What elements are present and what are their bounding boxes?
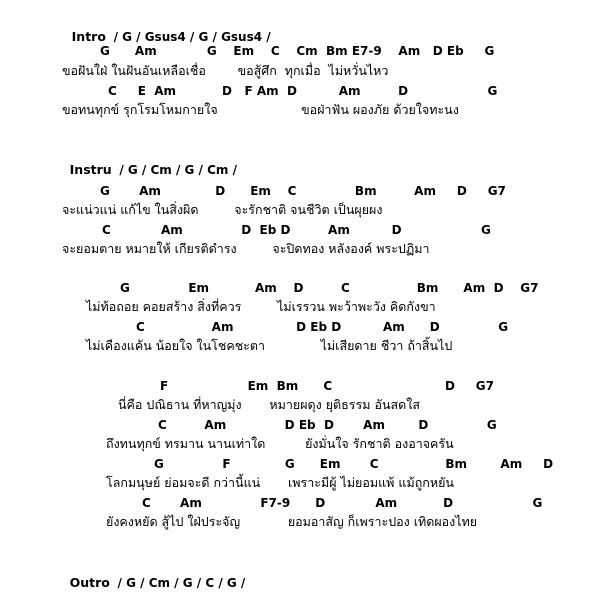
- verse2-line4-chords: C Am D Eb D Am D G: [136, 320, 509, 334]
- instru-progression: / G / Cm / G / Cm /: [119, 163, 237, 177]
- verse2-line3-lyrics: ไม่ท้อถอย คอยสร้าง สิ่งที่ควร ไม่เรรวน พะว้าพะวัง คิดกังขา: [86, 299, 436, 314]
- verse3-line3-lyrics: โลกมนุษย์ ย่อมจะดี กว่านี้แน่ เพราะมีผู้ ไม่ยอมแพ้ แม้ถูกหยัน: [106, 475, 454, 490]
- instru-line: [62, 143, 237, 179]
- verse3-line4-lyrics: ยังคงหยัด สู้ไป ใฝ่ประจัญ ยอมอาสัญ ก็เพราะปอง เทิดผองไทย: [106, 514, 478, 529]
- verse1-line1-chords: G Am G Em C Cm Bm E7-9 Am D Eb G: [100, 44, 495, 58]
- verse3-line2-lyrics: ถึงทนทุกข์ ทรมาน นานเท่าใด ยังมั่นใจ รักชาติ องอาจครัน: [106, 436, 454, 451]
- verse2-line1-lyrics: จะแน่วแน่ แก้ไข ในสิ่งผิด จะรักชาติ จนชีวิต เป็นผุยผง: [62, 202, 383, 217]
- verse1-line2-lyrics: ขอทนทุกข์ รุกโรมโหมกายใจ ขอฝ่าฟัน ผองภัย ด้วยใจทะนง: [62, 102, 459, 117]
- verse2-line1-chords: G Am D Em C Bm Am D G7: [100, 184, 506, 198]
- verse2-line4-lyrics: ไม่เคืองแค้น น้อยใจ ในโชคชะตา ไม่เสียดาย ชีวา ถ้าสิ้นไป: [86, 338, 453, 353]
- verse1-line1-lyrics: ขอฝันใฝ่ ในฝันอันเหลือเชื่อ ขอสู้ศึก ทุกเมื่อ ไม่หวั่นไหว: [62, 63, 389, 78]
- outro-line: [62, 556, 245, 592]
- verse3-line3-chords: G F G Em C Bm Am D: [154, 457, 554, 471]
- instru-label: Instru: [69, 162, 112, 177]
- verse2-line2-lyrics: จะยอมตาย หมายให้ เกียรติดำรง จะปิดทอง หลังองค์ พระปฏิมา: [62, 241, 430, 256]
- intro-progression: / G / Gsus4 / G / Gsus4 /: [113, 30, 271, 44]
- verse2-line2-chords: C Am D Eb D Am D G: [102, 223, 491, 237]
- outro-label: Outro: [69, 575, 110, 590]
- outro-progression: / G / Cm / G / C / G /: [117, 576, 246, 590]
- verse2-line3-chords: G Em Am D C Bm Am D G7: [120, 281, 539, 295]
- verse3-line1-chords: F Em Bm C D G7: [160, 379, 495, 393]
- verse3-line1-lyrics: นี่คือ ปณิธาน ที่หาญมุ่ง หมายผดุง ยุติธรรม อันสดใส: [118, 397, 420, 412]
- intro-line: [64, 10, 271, 46]
- intro-label: Intro: [71, 29, 106, 44]
- verse3-line2-chords: C Am D Eb D Am D G: [158, 418, 497, 432]
- verse3-line4-chords: C Am F7-9 D Am D G: [142, 496, 543, 510]
- verse1-line2-chords: C E Am D F Am D Am D G: [108, 84, 498, 98]
